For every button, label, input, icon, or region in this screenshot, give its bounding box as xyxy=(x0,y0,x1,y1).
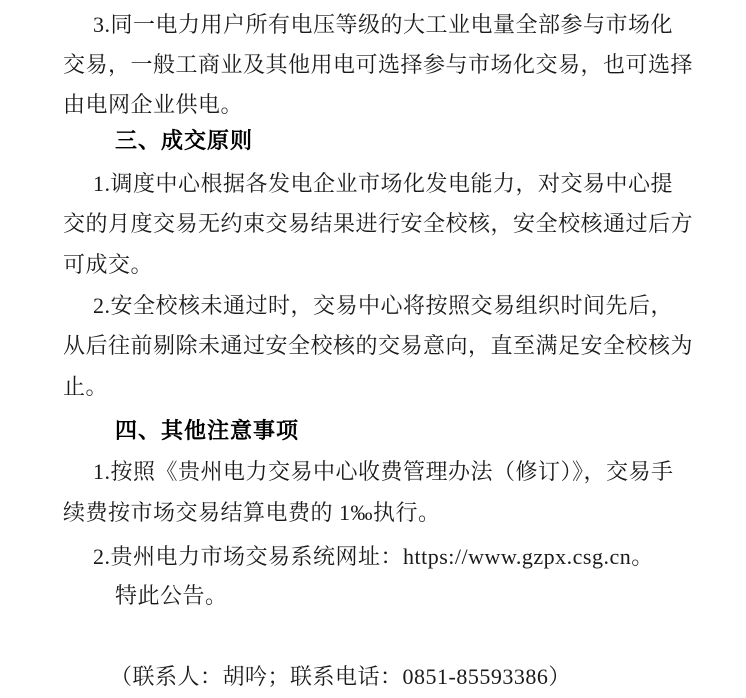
intro-item3-line1: 3.同一电力用户所有电压等级的大工业电量全部参与市场化 xyxy=(93,12,674,37)
section4-item1-line1: 1.按照《贵州电力交易中心收费管理办法（修订）》，交易手 xyxy=(93,459,674,484)
section3-item2-line3: 止。 xyxy=(63,374,109,399)
contact-line: （联系人：胡吟；联系电话：0851-85593386） xyxy=(110,664,571,689)
section4-heading: 四、其他注意事项 xyxy=(115,418,300,443)
section3-item2-line2: 从后往前剔除未通过安全校核的交易意向，直至满足安全校核为 xyxy=(63,333,694,358)
section3-item1-line2: 交的月度交易无约束交易结果进行安全校核，安全校核通过后方 xyxy=(63,211,694,236)
section3-item1-line1: 1.调度中心根据各发电企业市场化发电能力，对交易中心提 xyxy=(93,171,674,196)
section4-item2-line1: 2.贵州电力市场交易系统网址：https://www.gzpx.csg.cn。 xyxy=(93,544,654,569)
intro-item3-line3: 由电网企业供电。 xyxy=(63,92,244,117)
intro-item3-line2: 交易，一般工商业及其他用电可选择参与市场化交易，也可选择 xyxy=(63,52,694,77)
section4-item1-line2: 续费按市场交易结算电费的 1‰执行。 xyxy=(63,500,441,525)
section3-item1-line3: 可成交。 xyxy=(63,252,154,277)
section3-heading: 三、成交原则 xyxy=(115,128,254,153)
closing-line: 特此公告。 xyxy=(115,583,228,608)
section3-item2-line1: 2.安全校核未通过时，交易中心将按照交易组织时间先后， xyxy=(93,293,674,318)
